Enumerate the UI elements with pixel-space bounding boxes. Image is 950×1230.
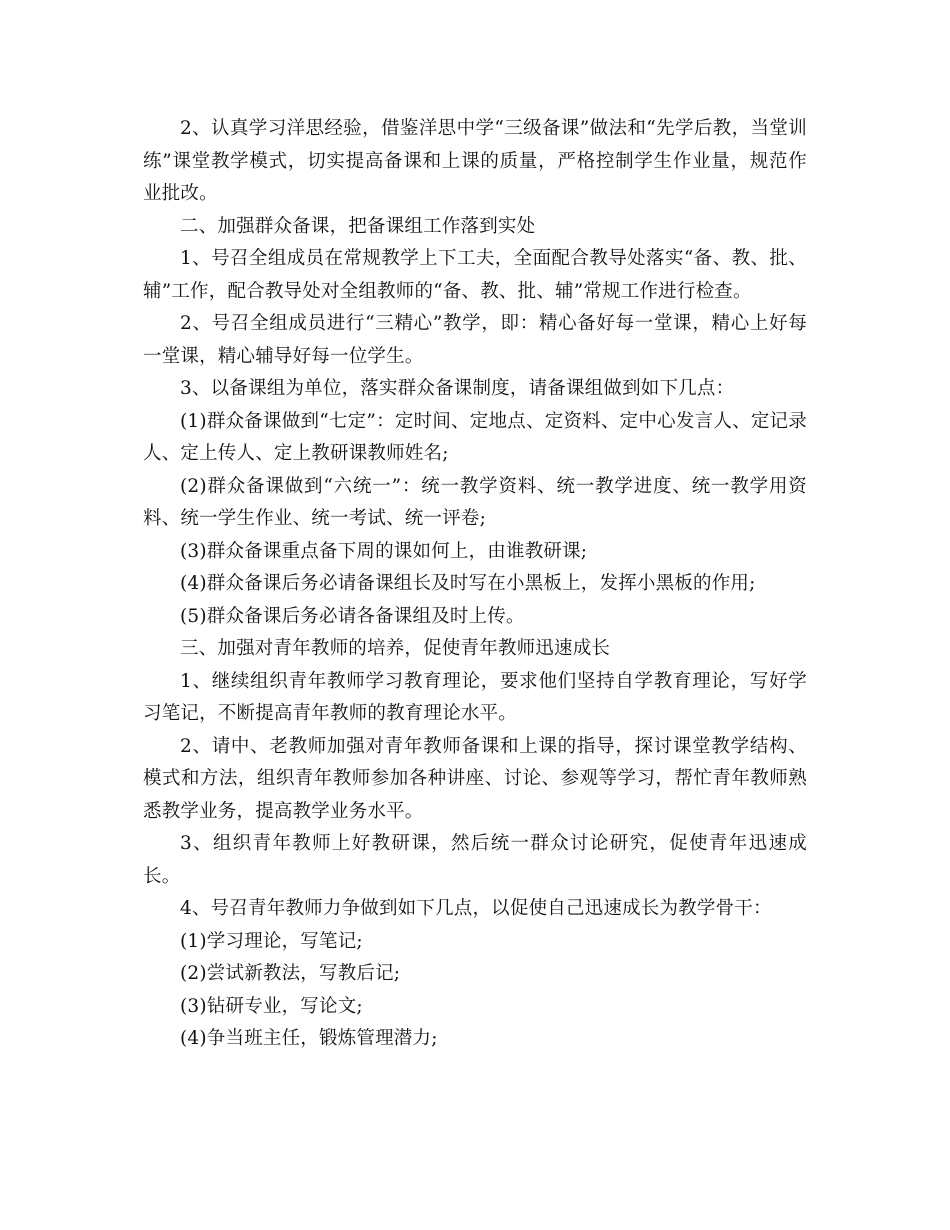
list-item: (5)群众备课后务必请各备课组及时上传。 [180,605,525,627]
list-item: (4)群众备课后务必请备课组长及时写在小黑板上，发挥小黑板的作用; [180,573,756,594]
paragraph: 1、继续组织青年教师学习教育理论，要求他们坚持自学教育理论，写好学习笔记，不断提高青年教师的教育理论水平。 [143,670,807,724]
paragraph: 4、号召青年教师力争做到如下几点，以促使自己迅速成长为教学骨干： [180,898,772,919]
list-item: (3)钻研专业，写论文; [180,995,363,1017]
paragraph: 2、号召全组成员进行“三精心”教学，即：精心备好每一堂课，精心上好每一堂课，精心辅导好每一位学生。 [143,313,807,367]
section-heading: 二、加强群众备课，把备课组工作落到实处 [180,215,536,237]
list-item: (2)尝试新教法，写教后记; [180,963,401,984]
paragraph: 3、以备课组为单位，落实群众备课制度，请备课组做到如下几点： [180,378,735,399]
list-item: (1)学习理论，写笔记; [180,930,363,952]
paragraph: 1、号召全组成员在常规教学上下工夫，全面配合教导处落实“备、教、批、辅”工作，配合教导处对全组教师的“备、教、批、辅”常规工作进行检查。 [143,248,807,302]
list-item: (4)争当班主任，锻炼管理潜力; [180,1028,438,1049]
list-item: (1)群众备课做到“七定”：定时间、定地点、定资料、定中心发言人、定记录人、定上传人、定上教研课教师姓名; [143,410,807,464]
section-heading: 三、加强对青年教师的培养，促使青年教师迅速成长 [180,638,611,659]
list-item: (3)群众备课重点备下周的课如何上，由谁教研课; [180,540,588,562]
paragraph: 2、认真学习洋思经验，借鉴洋思中学“三级备课”做法和“先学后教，当堂训练”课堂教学模式，切实提高备课和上课的质量，严格控制学生作业量，规范作业批改。 [143,118,807,204]
list-item: (2)群众备课做到“六统一”：统一教学资料、统一教学进度、统一教学用资料、统一学生作业、统一考试、统一评卷; [143,475,807,529]
paragraph: 3、组织青年教师上好教研课，然后统一群众讨论研究，促使青年迅速成长。 [143,833,807,887]
document-body [143,113,807,1056]
paragraph: 2、请中、老教师加强对青年教师备课和上课的指导，探讨课堂教学结构、模式和方法，组织青年教师参加各种讲座、讨论、参观等学习，帮忙青年教师熟悉教学业务，提高教学业务水平。 [143,735,807,822]
